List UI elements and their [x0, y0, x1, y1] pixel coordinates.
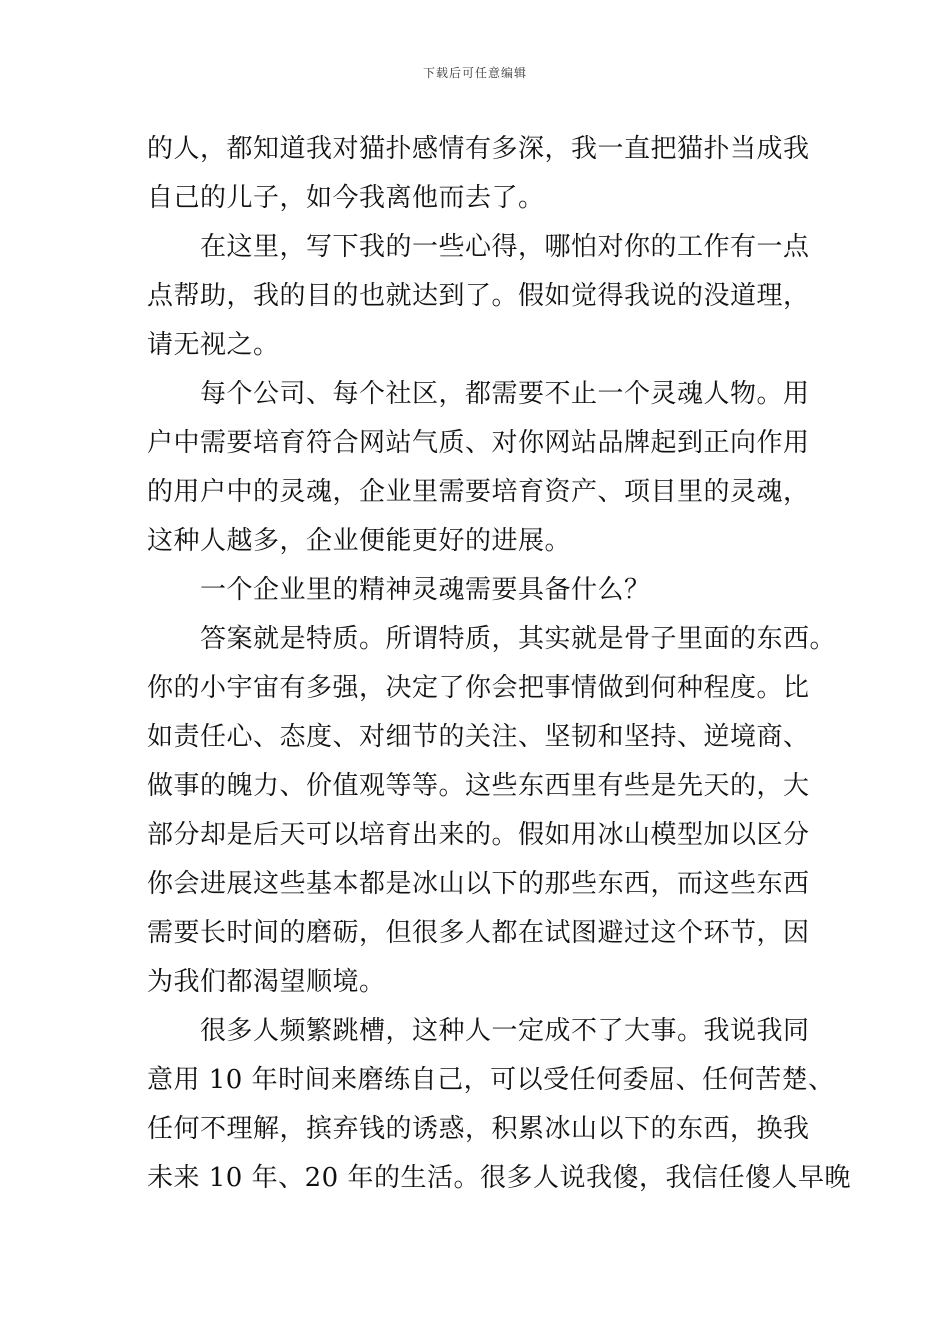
text-line: 你的小宇宙有多强，决定了你会把事情做到何种程度。比 — [147, 673, 810, 703]
text-line: 意用 10 年时间来磨练自己，可以受任何委屈、任何苦楚、 — [147, 1065, 835, 1095]
text-line: 部分却是后天可以培育出来的。假如用冰山模型加以区分 — [147, 820, 810, 850]
text-line: 你会进展这些基本都是冰山以下的那些东西，而这些东西 — [147, 869, 810, 899]
text-line: 做事的魄力、价值观等等。这些东西里有些是先天的，大 — [147, 771, 810, 801]
text-line: 需要长时间的磨砺，但很多人都在试图避过这个环节，因 — [147, 918, 810, 948]
text-line: 为我们都渴望顺境。 — [147, 967, 386, 997]
text-line: 的人，都知道我对猫扑感情有多深，我一直把猫扑当成我 — [147, 134, 810, 164]
text-line: 请无视之。 — [147, 330, 280, 360]
text-line: 在这里，写下我的一些心得，哪怕对你的工作有一点 — [147, 232, 810, 262]
text-line: 答案就是特质。所谓特质，其实就是骨子里面的东西。 — [147, 624, 837, 654]
text-line: 一个企业里的精神灵魂需要具备什么？ — [147, 575, 651, 605]
text-line: 每个公司、每个社区，都需要不止一个灵魂人物。用 — [147, 379, 810, 409]
text-line: 自己的儿子，如今我离他而去了。 — [147, 183, 545, 213]
text-line: 很多人频繁跳槽，这种人一定成不了大事。我说我同 — [147, 1016, 810, 1046]
text-line: 未来 10 年、20 年的生活。很多人说我傻，我信任傻人早晚 — [147, 1163, 851, 1193]
text-line: 户中需要培育符合网站气质、对你网站品牌起到正向作用 — [147, 428, 810, 458]
page-header: 下载后可任意编辑 — [422, 66, 527, 80]
document-body — [147, 125, 851, 1203]
text-line: 如责任心、态度、对细节的关注、坚韧和坚持、逆境商、 — [147, 722, 810, 752]
text-line: 点帮助，我的目的也就达到了。假如觉得我说的没道理， — [147, 281, 810, 311]
text-line: 这种人越多，企业便能更好的进展。 — [147, 526, 572, 556]
text-line: 任何不理解，摈弃钱的诱惑，积累冰山以下的东西，换我 — [147, 1114, 810, 1144]
text-line: 的用户中的灵魂，企业里需要培育资产、项目里的灵魂， — [147, 477, 810, 507]
